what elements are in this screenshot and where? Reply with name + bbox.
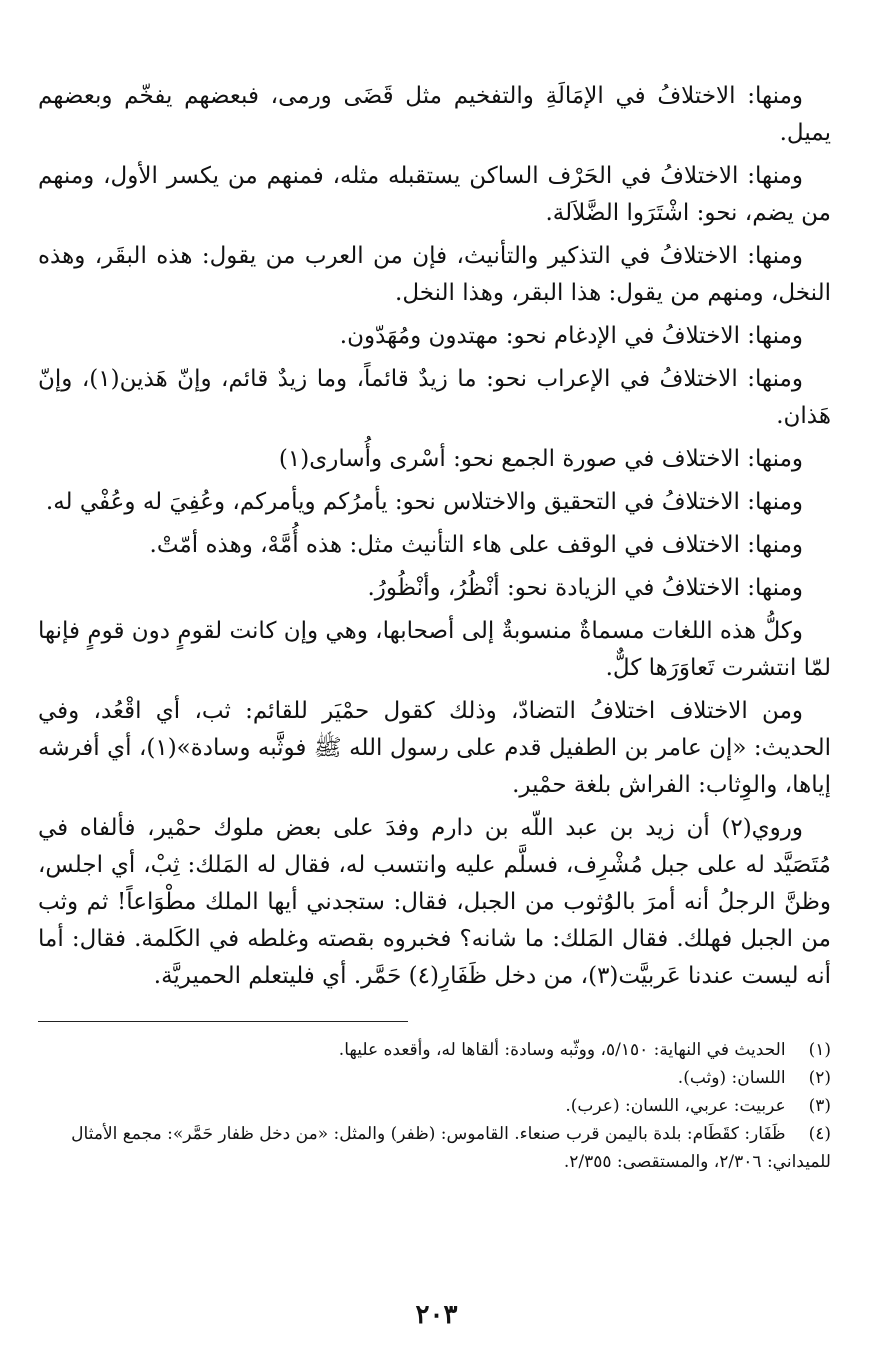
footnote-number: (٤) <box>808 1124 831 1144</box>
footnote-text: عربيت: عربي، اللسان: (عرب). <box>565 1096 786 1116</box>
page-number: ٢٠٣ <box>415 1300 458 1330</box>
footnote-4 <box>38 1120 831 1176</box>
paragraph-idgham: ومنها: الاختلافُ في الإدغام نحو: مهتدون ومُهَدّون. <box>339 323 803 349</box>
footnote-text: ظَفَار: كقَطَام: بلدة باليمن قرب صنعاء. القاموس: (ظفر) والمثل: «من دخل ظفار حَمَّر»: مجمع الأمثال للميداني: ٢/٣٠٦، والمستقصى: ٢/٣٥٥. <box>71 1124 831 1172</box>
footnote-3 <box>38 1092 831 1120</box>
footnote-1 <box>38 1036 831 1064</box>
footnote-text: الحديث في النهاية: ٥/١٥٠، ووثّبه وسادة: ألقاها له، وأقعده عليها. <box>338 1040 786 1060</box>
footnote-number: (٣) <box>808 1096 831 1116</box>
footnote-divider <box>38 1021 408 1022</box>
paragraph-story: وروي(٢) أن زيد بن عبد اللّه بن دارم وفدَ على بعض ملوك حمْير، فألفاه في مُتَصَيَّد له على جبل مُشْرِف، فسلَّم عليه وانتسب له، فقال له المَلك: ثِبْ، أي اجلس، وظنَّ الرجلُ أنه أمرَ بالوُثوب من الجبل، فقال: ستجدني أيها الملك مطْوَاعاً! ثم وثب من الجبل فهلك. فقال المَلك: ما شانه؟ فخبروه بقصته وغلطه في الكَلمة. فقال: أما أنه ليست عندنا عَربيَّت(٣)، من دخل ظَفَارِ(٤) حَمَّر. أي فليتعلم الحميريَّة. <box>38 815 831 989</box>
paragraph-imala: ومنها: الاختلافُ في الإمَالَةِ والتفخيم مثل قَضَى ورمى، فبعضهم يفخّم وبعضهم يميل. <box>38 83 831 146</box>
footnote-text: اللسان: (وثب). <box>677 1068 786 1088</box>
paragraph-lughat: وكلُّ هذه اللغات مسماةٌ منسوبةٌ إلى أصحابها، وهي وإن كانت لقومٍ دون قومٍ فإنها لمّا انتشرت تَعاوَرَها كلٌّ. <box>38 618 831 681</box>
paragraph-jam: ومنها: الاختلاف في صورة الجمع نحو: أسْرى وأُسارى(١) <box>278 446 803 472</box>
paragraph-waqf: ومنها: الاختلاف في الوقف على هاء التأنيث مثل: هذه أُمَّهْ، وهذه أمّتْ. <box>149 532 803 558</box>
footnote-number: (٢) <box>808 1068 831 1088</box>
paragraph-tadad: ومن الاختلاف اختلافُ التضادّ، وذلك كقول حمْيَر للقائم: ثب، أي اقْعُد، وفي الحديث: «إن عامر بن الطفيل قدم على رسول الله ﷺ فوثَّبه وسادة»(١)، أي أفرشه إياها، والوِثاب: الفراش بلغة حمْير. <box>38 698 831 798</box>
footnote-2 <box>38 1064 831 1092</box>
paragraph-irab: ومنها: الاختلافُ في الإعراب نحو: ما زيدٌ قائماً، وما زيدٌ قائم، وإنّ هَذين(١)، وإنّ هَذان. <box>38 366 831 429</box>
paragraph-sakin: ومنها: الاختلافُ في الحَرْف الساكن يستقبله مثله، فمنهم من يكسر الأول، ومنهم من يضم، نحو: اشْتَرَوا الضَّلاَلة. <box>38 163 831 226</box>
paragraph-tahqiq: ومنها: الاختلافُ في التحقيق والاختلاس نحو: يأمرُكم ويأمركم، وعُفِيَ له وعُفْي له. <box>45 489 803 515</box>
paragraph-tadhkir: ومنها: الاختلافُ في التذكير والتأنيث، فإن من العرب من يقول: هذه البقَر، وهذه النخل، ومنهم من يقول: هذا البقر، وهذا النخل. <box>38 243 831 306</box>
footnotes <box>38 1036 831 1176</box>
paragraph-ziyada: ومنها: الاختلافُ في الزيادة نحو: أنْظُرُ، وأنْظُورُ. <box>367 575 803 601</box>
main-text <box>38 78 831 995</box>
footnote-number: (١) <box>808 1040 831 1060</box>
